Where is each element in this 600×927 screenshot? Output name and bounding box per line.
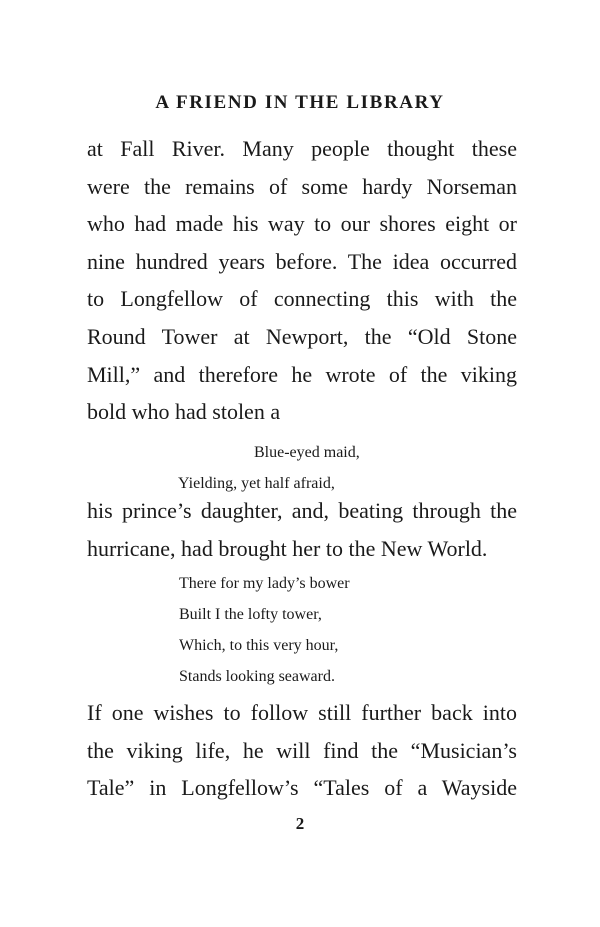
- paragraph-3: [87, 694, 517, 807]
- text-line: at Fall River. Many people thought these: [87, 136, 517, 161]
- verse-line: Stands looking seaward.: [179, 668, 335, 685]
- paragraph-1: [87, 130, 517, 431]
- text-line: Tale” in Longfellow’s “Tales of a Wayside: [87, 775, 517, 801]
- text-line: Mill,” and therefore he wrote of the viking: [87, 361, 517, 387]
- text-line: bold who had stolen a: [87, 399, 281, 425]
- text-line: who had made his way to our shores eight or: [87, 211, 517, 237]
- text-line: to Longfellow of connecting this with the: [87, 286, 517, 312]
- verse-1: [178, 437, 360, 499]
- verse-line: Built I the lofty tower,: [179, 606, 322, 623]
- text-line: If one wishes to follow still further back into: [87, 700, 517, 725]
- text-line: nine hundred years before. The idea occurred: [87, 248, 517, 274]
- page-number: 2: [295, 814, 305, 833]
- running-header: A FRIEND IN THE LIBRARY: [155, 92, 445, 113]
- verse-2: [179, 568, 350, 692]
- verse-line: There for my lady’s bower: [179, 575, 350, 592]
- text-line: the viking life, he will find the “Musician’s: [87, 737, 517, 763]
- verse-line: Yielding, yet half afraid,: [178, 475, 335, 492]
- text-line: Round Tower at Newport, the “Old Stone: [87, 323, 517, 349]
- text-line: were the remains of some hardy Norseman: [87, 173, 517, 199]
- verse-line: Which, to this very hour,: [179, 637, 339, 654]
- text-line: his prince’s daughter, and, beating through the: [87, 498, 517, 523]
- verse-line: Blue-eyed maid,: [254, 444, 360, 461]
- text-line: hurricane, had brought her to the New World.: [87, 535, 488, 561]
- paragraph-2: [87, 492, 517, 567]
